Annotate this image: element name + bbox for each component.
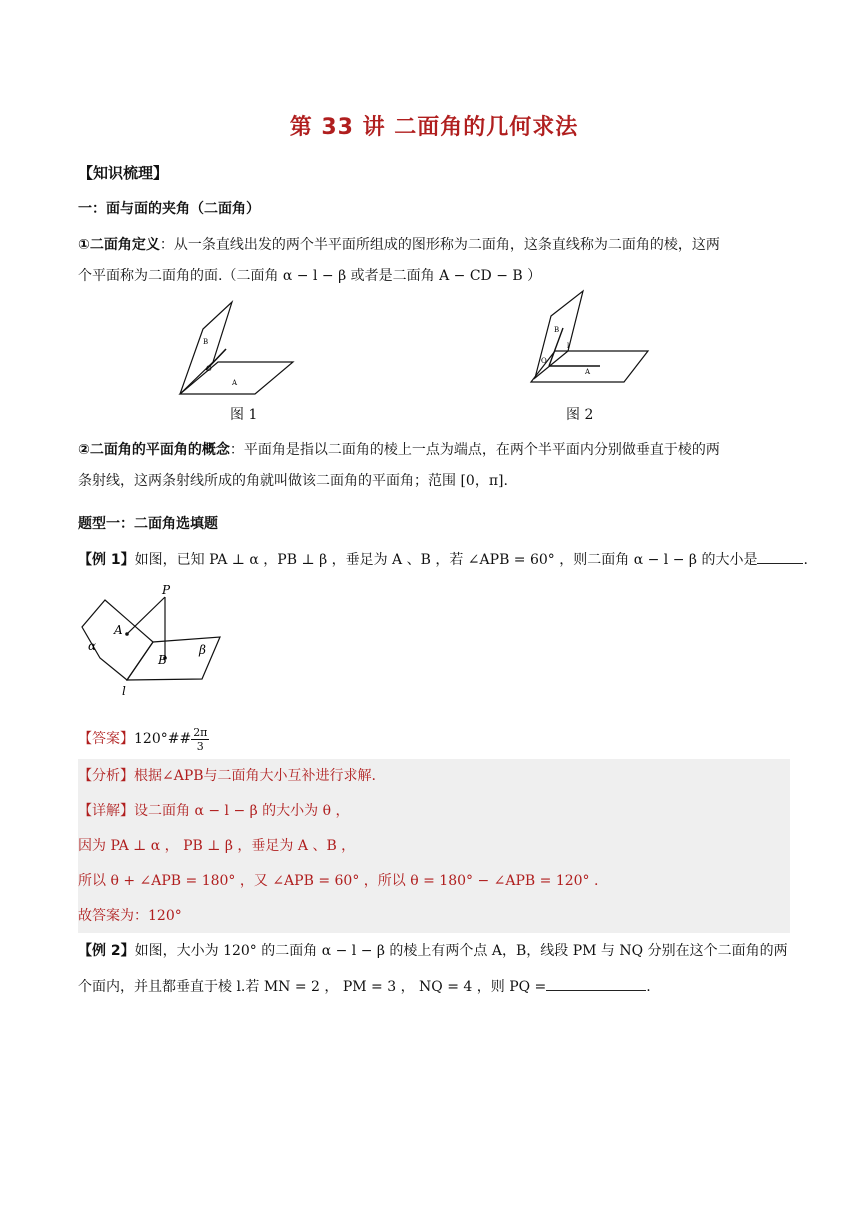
detail-text-3a: 所以 θ + ∠APB = 180° ， — [78, 873, 254, 889]
detail-line-2: 因为 PA ⊥ α ， PB ⊥ β ，垂足为 A 、B ， — [78, 838, 356, 854]
definition-1-text-1: ：从一条直线出发的两个半平面所组成的图形称为二面角，这条直线称为二面角的棱，这两 — [159, 237, 720, 253]
example-2-line-1 — [78, 941, 788, 961]
example-1-point-a — [125, 632, 129, 636]
example-1-period: . — [803, 552, 808, 568]
example-1-label-beta: β — [199, 643, 206, 657]
figure-1-caption: 图 1 — [230, 407, 258, 423]
example-1-segment-pa — [127, 597, 165, 634]
answer-fraction-denominator: 3 — [196, 739, 204, 753]
definition-1-line-1 — [78, 235, 720, 255]
detail-label: 【详解】 — [78, 803, 134, 819]
example-1-label: 【例 1】 — [78, 552, 135, 568]
detail-text-3c: 所以 θ = 180° − ∠APB = 120° . — [377, 873, 599, 889]
analysis-label: 【分析】 — [78, 768, 134, 784]
example-1-answer-blank — [757, 549, 803, 564]
example-1-label-alpha: α — [88, 639, 97, 653]
figure-2-label-a: A — [585, 368, 591, 376]
example-2-text-1: 如图，大小为 120° 的二面角 α − l − β 的棱上有两个点 A，B，线段 PM 与 NQ 分别在这个二面角的两 — [134, 943, 788, 959]
example-2-line-2 — [78, 976, 651, 997]
example-1-label-p: P — [162, 583, 171, 597]
figure-1-label-a: A — [232, 379, 238, 387]
figure-2-label-l: l — [567, 342, 570, 350]
page-title: 第 33 讲 二面角的几何求法 — [289, 115, 579, 140]
figure-2-label-o: O — [541, 357, 547, 365]
answer-fraction-numerator: 2π — [193, 725, 208, 739]
question-type-heading: 题型一：二面角选填题 — [78, 516, 218, 532]
example-1-label-b: B — [158, 653, 167, 667]
definition-1-line-2: 个平面称为二面角的面.（二面角 α − l − β 或者是二面角 A − CD − B ） — [78, 268, 542, 284]
example-1-plane-beta — [127, 637, 220, 680]
figure-2-caption: 图 2 — [566, 407, 594, 423]
analysis-line — [78, 766, 376, 786]
answer-value: 120°## — [134, 731, 192, 747]
figure-1-label-b: B — [203, 338, 209, 346]
answer-label: 【答案】 — [78, 731, 134, 747]
detail-line-1 — [78, 801, 350, 821]
example-1-label-l: l — [122, 684, 126, 698]
detail-text-3b: 又 ∠APB = 60° ， — [253, 873, 378, 889]
analysis-text: 根据∠APB与二面角大小互补进行求解. — [134, 768, 376, 784]
detail-line-4: 故答案为：120° — [78, 908, 182, 924]
example-1-text — [78, 549, 808, 570]
detail-text-1: 设二面角 α − l − β 的大小为 θ ， — [134, 803, 350, 819]
figure-1-label-o: O — [206, 365, 212, 373]
example-2-answer-blank — [546, 976, 646, 991]
example-1-label-a: A — [114, 623, 123, 637]
answer-line — [78, 725, 209, 753]
definition-2-line-2: 条射线，这两条射线所成的角就叫做该二面角的平面角；范围 [0，π]. — [78, 473, 508, 489]
answer-fraction — [191, 726, 209, 753]
figure-2-diagram — [525, 288, 655, 388]
section-heading: 【知识梳理】 — [78, 164, 169, 182]
figure-1-vertical-plane — [180, 302, 232, 394]
detail-line-3 — [78, 871, 598, 891]
example-2-text-2: 个面内，并且都垂直于棱 l.若 MN = 2 ， PM = 3 ， NQ = 4 ，则 PQ = — [78, 979, 547, 995]
definition-2-line-1 — [78, 440, 720, 460]
subsection-heading: 一：面与面的夹角（二面角） — [78, 201, 260, 217]
figure-2-label-b: B — [554, 326, 560, 334]
definition-2-label: ②二面角的平面角的概念 — [78, 442, 230, 458]
definition-1-label: ①二面角定义 — [78, 237, 160, 253]
definition-2-text-1: ：平面角是指以二面角的棱上一点为端点，在两个半平面内分别做垂直于棱的两 — [229, 442, 720, 458]
example-1-diagram — [80, 582, 225, 700]
figure-1-diagram — [170, 297, 300, 401]
example-1-question: 如图，已知 PA ⊥ α ，PB ⊥ β ，垂足为 A 、B ，若 ∠APB = 60° ，则二面角 α − l − β 的大小是 — [134, 552, 758, 568]
example-2-period: . — [646, 979, 651, 995]
example-2-label: 【例 2】 — [78, 943, 135, 959]
